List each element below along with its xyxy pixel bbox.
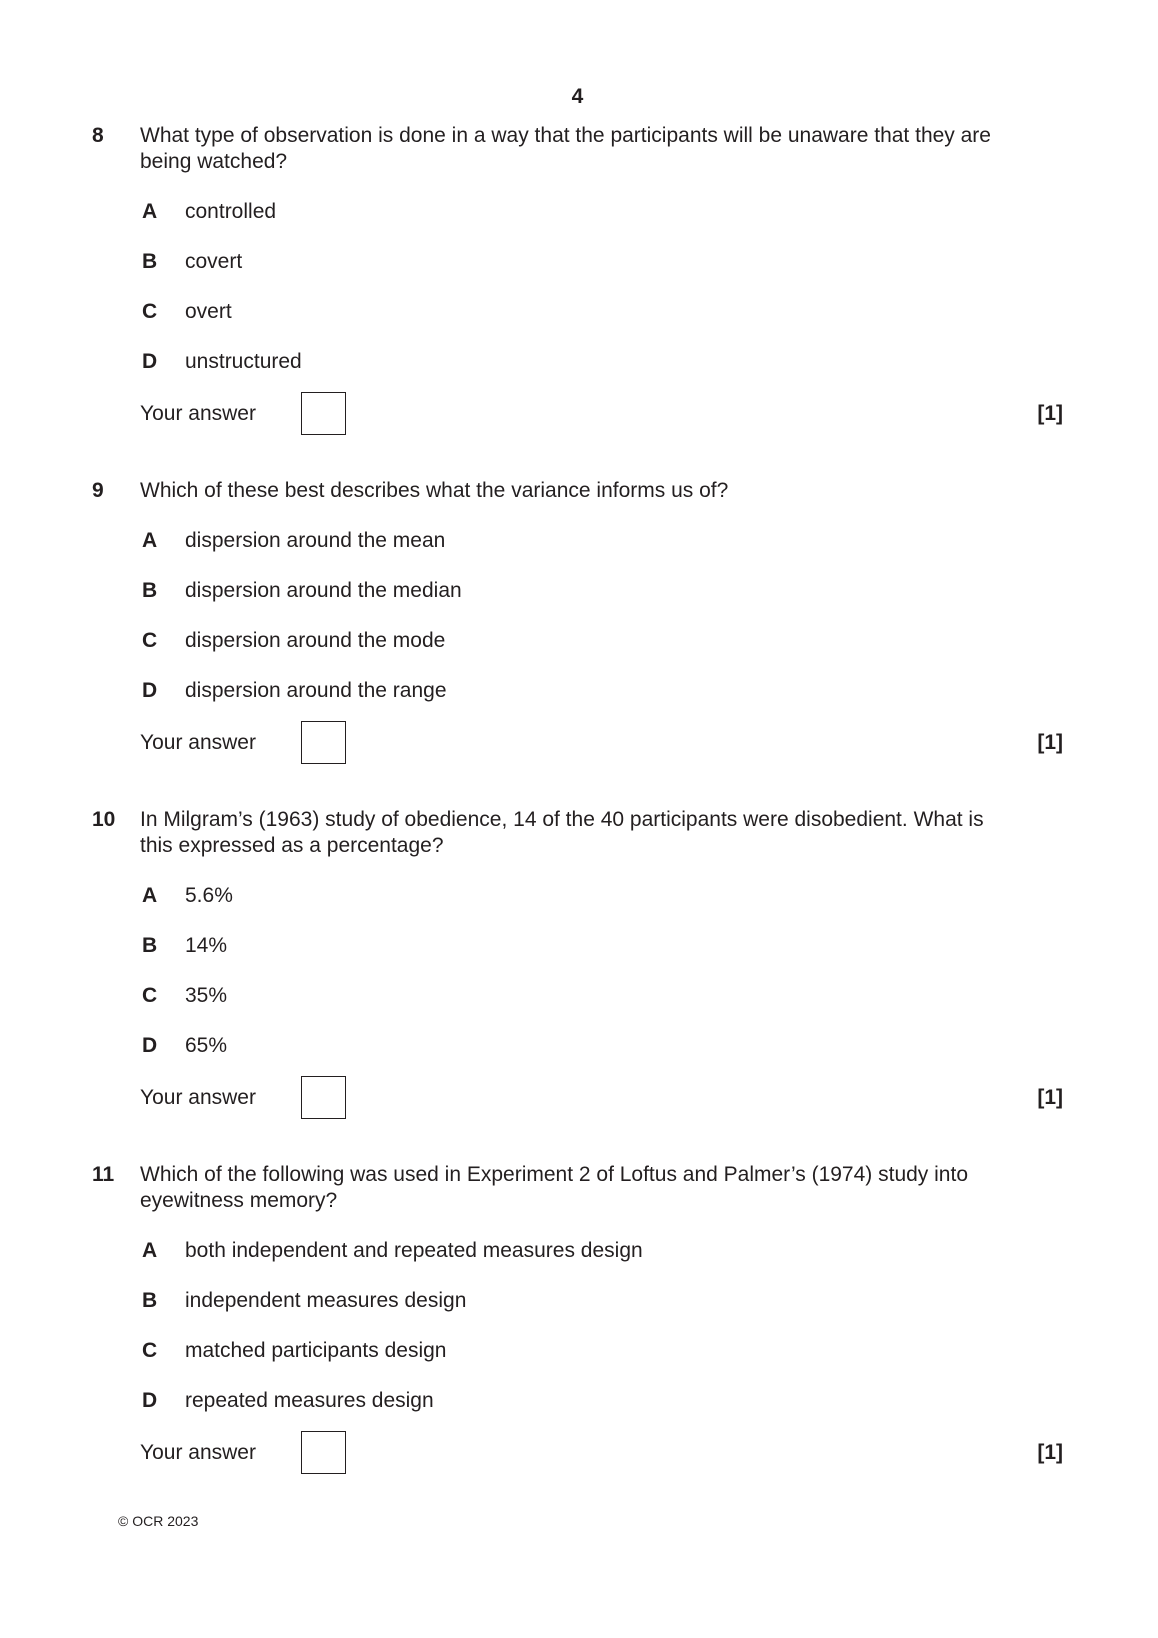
option-row	[140, 1238, 1063, 1264]
option-row	[140, 249, 1063, 275]
marks-label: [1]	[1037, 730, 1063, 754]
option-letter: B	[142, 934, 158, 957]
option-row	[140, 349, 1063, 375]
option-row	[140, 678, 1063, 704]
option-text: independent measures design	[185, 1289, 467, 1312]
option-text: dispersion around the range	[185, 679, 447, 702]
option-row	[140, 883, 1063, 909]
page-number: 4	[571, 85, 584, 108]
option-letter: B	[142, 579, 158, 602]
option-letter: D	[142, 350, 158, 373]
question-9	[92, 478, 1063, 764]
option-letter: B	[142, 250, 158, 273]
marks-label: [1]	[1037, 1440, 1063, 1464]
option-letter: A	[142, 1239, 158, 1262]
option-row	[140, 1388, 1063, 1414]
option-text: dispersion around the mode	[185, 629, 446, 652]
marks-label: [1]	[1037, 401, 1063, 425]
answer-row	[140, 1431, 1063, 1474]
option-row	[140, 528, 1063, 554]
question-number: 8	[92, 124, 104, 147]
question-11	[92, 1162, 1063, 1474]
answer-box[interactable]	[301, 1431, 346, 1474]
option-letter: D	[142, 679, 158, 702]
option-letter: C	[142, 984, 158, 1007]
option-row	[140, 1288, 1063, 1314]
question-text: Which of these best describes what the variance informs us of?	[140, 479, 729, 502]
question-text: What type of observation is done in a way that the participants will be unaware that they are being watched?	[140, 124, 991, 173]
option-row	[140, 299, 1063, 325]
option-text: 65%	[185, 1034, 228, 1057]
your-answer-label: Your answer	[140, 401, 256, 425]
answer-row	[140, 721, 1063, 764]
option-letter: D	[142, 1389, 158, 1412]
question-10	[92, 807, 1063, 1119]
your-answer-label: Your answer	[140, 1440, 256, 1464]
option-letter: A	[142, 529, 158, 552]
option-text: repeated measures design	[185, 1389, 434, 1412]
marks-label: [1]	[1037, 1085, 1063, 1109]
option-letter: C	[142, 1339, 158, 1362]
answer-box[interactable]	[301, 1076, 346, 1119]
option-text: both independent and repeated measures design	[185, 1239, 643, 1262]
option-letter: A	[142, 200, 158, 223]
option-letter: C	[142, 629, 158, 652]
question-text: In Milgram’s (1963) study of obedience, 14 of the 40 participants were disobedient. What is this expressed as a percentage?	[140, 808, 984, 857]
option-text: 5.6%	[185, 884, 233, 907]
option-text: overt	[185, 300, 232, 323]
option-text: unstructured	[185, 350, 302, 373]
option-letter: A	[142, 884, 158, 907]
option-row	[140, 1033, 1063, 1059]
option-letter: B	[142, 1289, 158, 1312]
option-row	[140, 628, 1063, 654]
option-text: 14%	[185, 934, 228, 957]
option-row	[140, 199, 1063, 225]
answer-box[interactable]	[301, 392, 346, 435]
option-text: controlled	[185, 200, 277, 223]
option-text: matched participants design	[185, 1339, 447, 1362]
option-letter: D	[142, 1034, 158, 1057]
question-text: Which of the following was used in Experiment 2 of Loftus and Palmer’s (1974) study into eyewitness memory?	[140, 1163, 968, 1212]
question-number: 11	[92, 1163, 115, 1186]
option-text: covert	[185, 250, 243, 273]
question-number: 10	[92, 808, 116, 831]
answer-box[interactable]	[301, 721, 346, 764]
question-8	[92, 123, 1063, 435]
option-text: dispersion around the mean	[185, 529, 446, 552]
option-text: 35%	[185, 984, 228, 1007]
your-answer-label: Your answer	[140, 730, 256, 754]
option-row	[140, 1338, 1063, 1364]
page-content	[92, 84, 1063, 1474]
question-number: 9	[92, 479, 104, 502]
answer-row	[140, 1076, 1063, 1119]
option-row	[140, 933, 1063, 959]
option-text: dispersion around the median	[185, 579, 462, 602]
copyright-notice: © OCR 2023	[118, 1513, 199, 1529]
answer-row	[140, 392, 1063, 435]
your-answer-label: Your answer	[140, 1085, 256, 1109]
option-row	[140, 983, 1063, 1009]
option-row	[140, 578, 1063, 604]
option-letter: C	[142, 300, 158, 323]
